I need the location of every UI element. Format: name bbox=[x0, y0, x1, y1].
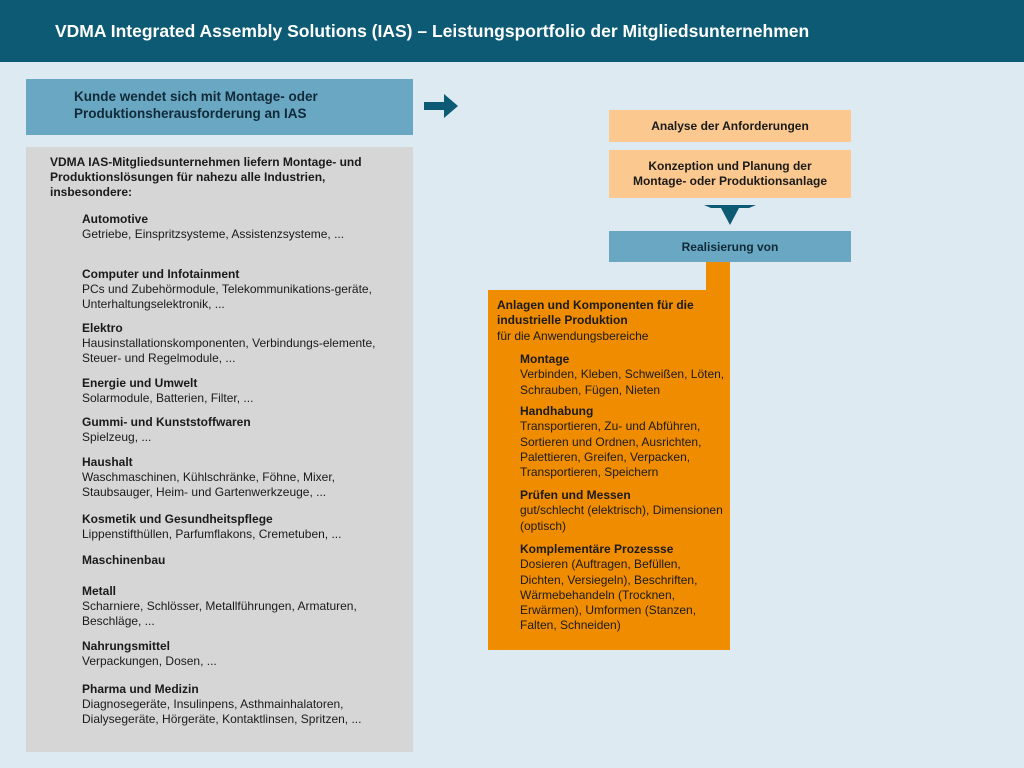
header-bar bbox=[0, 0, 1024, 62]
industry-item: Computer und Infotainment PCs und Zubehörmodule, Telekommunikations-geräte, Unterhaltungselektronik, ... bbox=[82, 267, 372, 312]
realization-heading: Anlagen und Komponenten für die industrielle Produktion für die Anwendungsbereiche bbox=[497, 298, 694, 343]
industry-item: Haushalt Waschmaschinen, Kühlschränke, Föhne, Mixer, Staubsauger, Heim- und Gartenwerkzeuge, ... bbox=[82, 455, 336, 500]
application-category: Prüfen und Messen gut/schlecht (elektrisch), Dimensionen (optisch) bbox=[520, 488, 723, 533]
industry-item: Kosmetik und Gesundheitspflege Lippenstifthüllen, Parfumflakons, Cremetuben, ... bbox=[82, 512, 342, 542]
realization-connector bbox=[706, 262, 730, 290]
realization-box bbox=[488, 290, 730, 650]
industry-item: Automotive Getriebe, Einspritzsysteme, Assistenzsysteme, ... bbox=[82, 212, 345, 242]
application-category: Handhabung Transportieren, Zu- und Abführen, Sortieren und Ordnen, Ausrichten, Palettieren, Greifen, Verpacken, Transportieren, Speichern bbox=[520, 404, 702, 480]
customer-request-box bbox=[26, 79, 413, 135]
industry-item: Metall Scharniere, Schlösser, Metallführungen, Armaturen, Beschläge, ... bbox=[82, 584, 357, 629]
industry-item: Energie und Umwelt Solarmodule, Batterien, Filter, ... bbox=[82, 376, 254, 406]
application-category: Montage Verbinden, Kleben, Schweißen, Löten, Schrauben, Fügen, Nieten bbox=[520, 352, 725, 397]
step-analyse: Analyse der Anforderungen bbox=[609, 110, 851, 142]
members-intro: VDMA IAS-Mitgliedsunternehmen liefern Montage- und Produktionslösungen für nahezu alle Industrien, insbesondere: bbox=[50, 155, 362, 199]
industry-item: Gummi- und Kunststoffwaren Spielzeug, ... bbox=[82, 415, 251, 445]
arrow-right-icon bbox=[424, 94, 458, 118]
industry-item: Nahrungsmittel Verpackungen, Dosen, ... bbox=[82, 639, 217, 669]
member-industries-panel bbox=[26, 147, 413, 752]
industry-item: Pharma und Medizin Diagnosegeräte, Insulinpens, Asthmainhalatoren, Dialysegeräte, Hörgeräte, Kontaktlinsen, Spritzen, ... bbox=[82, 682, 362, 727]
customer-request-text: Kunde wendet sich mit Montage- oder Produktionsherausforderung an IAS bbox=[74, 89, 318, 121]
step-konzeption: Konzeption und Planung der Montage- oder Produktionsanlage bbox=[609, 150, 851, 198]
arrow-down-icon bbox=[704, 205, 756, 225]
industry-item: Maschinenbau bbox=[82, 553, 166, 567]
step-realisierung: Realisierung von bbox=[609, 231, 851, 262]
page-title: VDMA Integrated Assembly Solutions (IAS) – Leistungsportfolio der Mitgliedsunternehmen bbox=[55, 21, 810, 41]
industry-item: Elektro Hausinstallationskomponenten, Verbindungs-elemente, Steuer- und Regelmodule, ... bbox=[82, 321, 376, 366]
application-category: Komplementäre Prozessse Dosieren (Auftragen, Befüllen, Dichten, Versiegeln), Beschriften, Wärmebehandeln (Trocknen, Erwärmen), Umformen (Stanzen, Falten, Schneiden) bbox=[520, 542, 698, 633]
